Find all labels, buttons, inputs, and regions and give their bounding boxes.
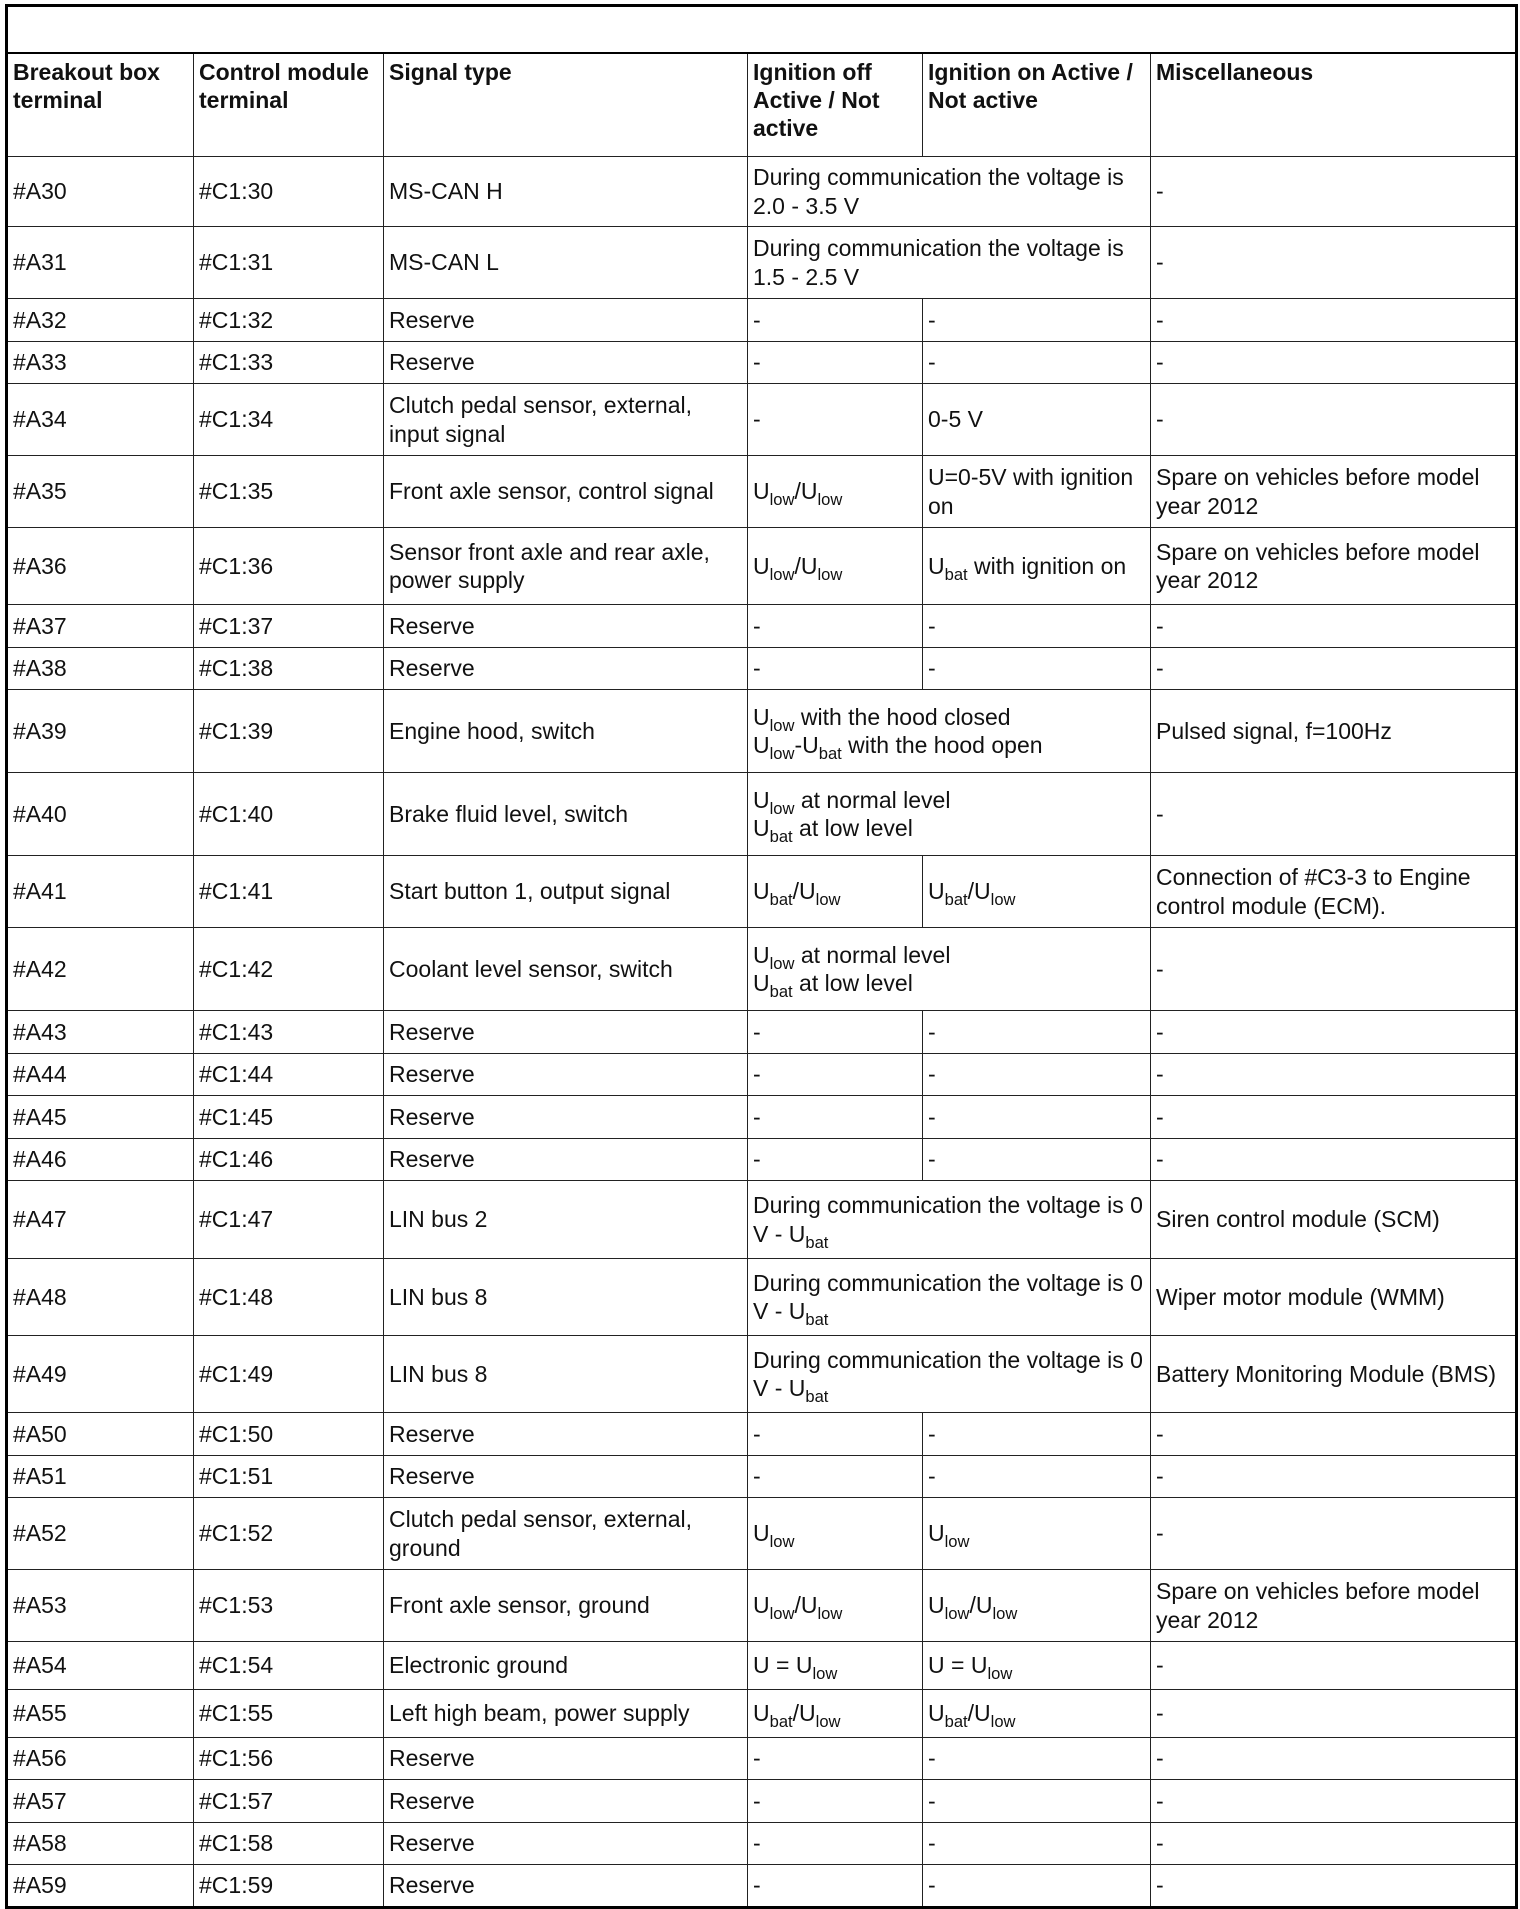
control-module-terminal-cell: #C1:37	[194, 605, 384, 648]
signal-type-cell: MS-CAN L	[384, 227, 748, 299]
miscellaneous-cell: Spare on vehicles before model year 2012	[1151, 1570, 1517, 1642]
control-module-terminal-cell: #C1:43	[194, 1011, 384, 1054]
ignition-on-cell: $U_{low}/U_{low}$	[923, 1570, 1151, 1642]
ignition-off-cell: -	[748, 384, 923, 456]
breakout-terminal-cell: #A58	[7, 1823, 194, 1865]
ignition-on-cell: $U_{low}$	[923, 1498, 1151, 1570]
ignition-off-cell: -	[748, 1096, 923, 1139]
miscellaneous-cell: Wiper motor module (WMM)	[1151, 1259, 1517, 1336]
ignition-off-cell: -	[748, 605, 923, 648]
signal-type-cell: Clutch pedal sensor, external, ground	[384, 1498, 748, 1570]
ignition-on-cell: -	[923, 299, 1151, 342]
ignition-off-cell: -	[748, 1413, 923, 1456]
signal-type-cell: Engine hood, switch	[384, 690, 748, 773]
ignition-off-cell: -	[748, 1139, 923, 1181]
miscellaneous-cell: Battery Monitoring Module (BMS)	[1151, 1336, 1517, 1413]
header-control-module-terminal: Control module terminal	[194, 53, 384, 157]
signal-type-cell: Left high beam, power supply	[384, 1690, 748, 1738]
breakout-terminal-cell: #A54	[7, 1642, 194, 1690]
table-row	[7, 1738, 1517, 1780]
control-module-terminal-cell: #C1:40	[194, 773, 384, 856]
ignition-off-cell: -	[748, 1823, 923, 1865]
table-row	[7, 456, 1517, 528]
header-signal-type: Signal type	[384, 53, 748, 157]
table-title-bar	[7, 6, 1517, 54]
control-module-terminal-cell: #C1:50	[194, 1413, 384, 1456]
ignition-off-cell: -	[748, 648, 923, 690]
ignition-off-cell: $U_{bat}/U_{low}$	[748, 856, 923, 928]
table-row	[7, 157, 1517, 227]
ignition-merged-cell: During communication the voltage is 0 V - $U_{bat}$	[748, 1259, 1151, 1336]
signal-type-cell: Reserve	[384, 1139, 748, 1181]
terminal-table-container	[5, 4, 1515, 1909]
table-row	[7, 1570, 1517, 1642]
breakout-terminal-cell: #A32	[7, 299, 194, 342]
header-ignition-on: Ignition on Active / Not active	[923, 53, 1151, 157]
ignition-merged-cell: $U_{low}$ at normal level $U_{bat}$ at low level	[748, 928, 1151, 1011]
breakout-terminal-cell: #A57	[7, 1780, 194, 1823]
miscellaneous-cell: -	[1151, 648, 1517, 690]
miscellaneous-cell: -	[1151, 1823, 1517, 1865]
miscellaneous-cell: -	[1151, 299, 1517, 342]
control-module-terminal-cell: #C1:46	[194, 1139, 384, 1181]
ignition-on-cell: $U = U_{low}$	[923, 1642, 1151, 1690]
miscellaneous-cell: -	[1151, 157, 1517, 227]
miscellaneous-cell: -	[1151, 1642, 1517, 1690]
ignition-on-cell: -	[923, 605, 1151, 648]
table-row	[7, 605, 1517, 648]
ignition-off-cell: -	[748, 342, 923, 384]
table-row	[7, 690, 1517, 773]
miscellaneous-cell: -	[1151, 384, 1517, 456]
signal-type-cell: Sensor front axle and rear axle, power supply	[384, 528, 748, 605]
signal-type-cell: LIN bus 2	[384, 1181, 748, 1259]
ignition-off-cell: -	[748, 1456, 923, 1498]
signal-type-cell: Reserve	[384, 1456, 748, 1498]
miscellaneous-cell: Pulsed signal, f=100Hz	[1151, 690, 1517, 773]
ignition-off-cell: $U_{low}/U_{low}$	[748, 456, 923, 528]
control-module-terminal-cell: #C1:44	[194, 1054, 384, 1096]
control-module-terminal-cell: #C1:55	[194, 1690, 384, 1738]
control-module-terminal-cell: #C1:30	[194, 157, 384, 227]
table-row	[7, 773, 1517, 856]
miscellaneous-cell: -	[1151, 227, 1517, 299]
ignition-off-cell: -	[748, 1054, 923, 1096]
ignition-on-cell: -	[923, 342, 1151, 384]
breakout-terminal-cell: #A31	[7, 227, 194, 299]
miscellaneous-cell: -	[1151, 1865, 1517, 1908]
ignition-on-cell: -	[923, 1139, 1151, 1181]
ignition-merged-cell: During communication the voltage is 0 V - $U_{bat}$	[748, 1181, 1151, 1259]
breakout-terminal-cell: #A59	[7, 1865, 194, 1908]
ignition-merged-cell: During communication the voltage is 1.5 - 2.5 V	[748, 227, 1151, 299]
ignition-on-cell: -	[923, 1865, 1151, 1908]
signal-type-cell: LIN bus 8	[384, 1259, 748, 1336]
breakout-terminal-cell: #A50	[7, 1413, 194, 1456]
control-module-terminal-cell: #C1:35	[194, 456, 384, 528]
breakout-terminal-cell: #A39	[7, 690, 194, 773]
miscellaneous-cell: -	[1151, 773, 1517, 856]
signal-type-cell: Reserve	[384, 1011, 748, 1054]
breakout-terminal-cell: #A44	[7, 1054, 194, 1096]
ignition-on-cell: U=0-5V with ignition on	[923, 456, 1151, 528]
control-module-terminal-cell: #C1:58	[194, 1823, 384, 1865]
breakout-terminal-cell: #A30	[7, 157, 194, 227]
table-row	[7, 1259, 1517, 1336]
breakout-terminal-cell: #A36	[7, 528, 194, 605]
signal-type-cell: Reserve	[384, 342, 748, 384]
signal-type-cell: Reserve	[384, 1823, 748, 1865]
table-row	[7, 856, 1517, 928]
ignition-on-cell: -	[923, 1054, 1151, 1096]
control-module-terminal-cell: #C1:48	[194, 1259, 384, 1336]
breakout-terminal-cell: #A46	[7, 1139, 194, 1181]
miscellaneous-cell: Connection of #C3-3 to Engine control module (ECM).	[1151, 856, 1517, 928]
miscellaneous-cell: -	[1151, 928, 1517, 1011]
control-module-terminal-cell: #C1:38	[194, 648, 384, 690]
ignition-on-cell: -	[923, 1738, 1151, 1780]
ignition-off-cell: -	[748, 1865, 923, 1908]
control-module-terminal-cell: #C1:57	[194, 1780, 384, 1823]
control-module-terminal-cell: #C1:36	[194, 528, 384, 605]
table-row	[7, 528, 1517, 605]
breakout-terminal-cell: #A40	[7, 773, 194, 856]
table-body	[7, 157, 1517, 1908]
signal-type-cell: Reserve	[384, 605, 748, 648]
signal-type-cell: MS-CAN H	[384, 157, 748, 227]
signal-type-cell: Coolant level sensor, switch	[384, 928, 748, 1011]
breakout-terminal-cell: #A45	[7, 1096, 194, 1139]
miscellaneous-cell: Siren control module (SCM)	[1151, 1181, 1517, 1259]
control-module-terminal-cell: #C1:34	[194, 384, 384, 456]
breakout-terminal-cell: #A43	[7, 1011, 194, 1054]
ignition-on-cell: $U_{bat}/U_{low}$	[923, 1690, 1151, 1738]
control-module-terminal-cell: #C1:41	[194, 856, 384, 928]
header-miscellaneous: Miscellaneous	[1151, 53, 1517, 157]
signal-type-cell: LIN bus 8	[384, 1336, 748, 1413]
breakout-terminal-cell: #A35	[7, 456, 194, 528]
title-bar-cell	[7, 6, 1517, 54]
miscellaneous-cell: -	[1151, 1690, 1517, 1738]
header-ignition-off: Ignition off Active / Not active	[748, 53, 923, 157]
table-row	[7, 1011, 1517, 1054]
breakout-terminal-cell: #A37	[7, 605, 194, 648]
control-module-terminal-cell: #C1:32	[194, 299, 384, 342]
control-module-terminal-cell: #C1:42	[194, 928, 384, 1011]
ignition-on-cell: 0-5 V	[923, 384, 1151, 456]
signal-type-cell: Front axle sensor, ground	[384, 1570, 748, 1642]
ignition-merged-cell: $U_{low}$ at normal level $U_{bat}$ at low level	[748, 773, 1151, 856]
miscellaneous-cell: -	[1151, 1413, 1517, 1456]
signal-type-cell: Reserve	[384, 1413, 748, 1456]
miscellaneous-cell: -	[1151, 1011, 1517, 1054]
header-breakout-terminal: Breakout box terminal	[7, 53, 194, 157]
control-module-terminal-cell: #C1:45	[194, 1096, 384, 1139]
ignition-off-cell: -	[748, 1011, 923, 1054]
breakout-terminal-cell: #A55	[7, 1690, 194, 1738]
signal-type-cell: Brake fluid level, switch	[384, 773, 748, 856]
miscellaneous-cell: Spare on vehicles before model year 2012	[1151, 528, 1517, 605]
control-module-terminal-cell: #C1:33	[194, 342, 384, 384]
ignition-off-cell: -	[748, 1780, 923, 1823]
table-row	[7, 384, 1517, 456]
table-row	[7, 1498, 1517, 1570]
table-row	[7, 1690, 1517, 1738]
control-module-terminal-cell: #C1:39	[194, 690, 384, 773]
breakout-terminal-cell: #A38	[7, 648, 194, 690]
ignition-on-cell: -	[923, 1413, 1151, 1456]
signal-type-cell: Reserve	[384, 299, 748, 342]
breakout-terminal-cell: #A52	[7, 1498, 194, 1570]
table-row	[7, 1413, 1517, 1456]
control-module-terminal-cell: #C1:31	[194, 227, 384, 299]
table-row	[7, 928, 1517, 1011]
breakout-terminal-cell: #A48	[7, 1259, 194, 1336]
header-row	[7, 53, 1517, 157]
breakout-terminal-cell: #A56	[7, 1738, 194, 1780]
ignition-on-cell: -	[923, 648, 1151, 690]
ignition-off-cell: $U = U_{low}$	[748, 1642, 923, 1690]
signal-type-cell: Reserve	[384, 1738, 748, 1780]
signal-type-cell: Reserve	[384, 1096, 748, 1139]
ignition-off-cell: $U_{low}/U_{low}$	[748, 528, 923, 605]
breakout-terminal-cell: #A34	[7, 384, 194, 456]
table-row	[7, 1054, 1517, 1096]
miscellaneous-cell: -	[1151, 1096, 1517, 1139]
control-module-terminal-cell: #C1:56	[194, 1738, 384, 1780]
ignition-off-cell: -	[748, 1738, 923, 1780]
signal-type-cell: Start button 1, output signal	[384, 856, 748, 928]
control-module-terminal-cell: #C1:52	[194, 1498, 384, 1570]
table-row	[7, 1865, 1517, 1908]
ignition-on-cell: -	[923, 1096, 1151, 1139]
miscellaneous-cell: -	[1151, 1498, 1517, 1570]
ignition-off-cell: $U_{low}$	[748, 1498, 923, 1570]
control-module-terminal-cell: #C1:54	[194, 1642, 384, 1690]
ignition-off-cell: -	[748, 299, 923, 342]
ignition-merged-cell: During communication the voltage is 0 V - $U_{bat}$	[748, 1336, 1151, 1413]
ignition-on-cell: $U_{bat}$ with ignition on	[923, 528, 1151, 605]
miscellaneous-cell: -	[1151, 605, 1517, 648]
table-row	[7, 299, 1517, 342]
signal-type-cell: Reserve	[384, 1865, 748, 1908]
signal-type-cell: Reserve	[384, 1780, 748, 1823]
table-row	[7, 648, 1517, 690]
ignition-on-cell: -	[923, 1780, 1151, 1823]
breakout-terminal-cell: #A51	[7, 1456, 194, 1498]
breakout-terminal-cell: #A53	[7, 1570, 194, 1642]
table-row	[7, 1181, 1517, 1259]
breakout-terminal-cell: #A49	[7, 1336, 194, 1413]
ignition-off-cell: $U_{low}/U_{low}$	[748, 1570, 923, 1642]
control-module-terminal-cell: #C1:51	[194, 1456, 384, 1498]
ignition-on-cell: $U_{bat}/U_{low}$	[923, 856, 1151, 928]
miscellaneous-cell: -	[1151, 1054, 1517, 1096]
control-module-terminal-cell: #C1:53	[194, 1570, 384, 1642]
table-row	[7, 1780, 1517, 1823]
ignition-off-cell: $U_{bat}/U_{low}$	[748, 1690, 923, 1738]
miscellaneous-cell: -	[1151, 1456, 1517, 1498]
signal-type-cell: Clutch pedal sensor, external, input signal	[384, 384, 748, 456]
ignition-merged-cell: During communication the voltage is 2.0 - 3.5 V	[748, 157, 1151, 227]
signal-type-cell: Electronic ground	[384, 1642, 748, 1690]
control-module-terminal-cell: #C1:47	[194, 1181, 384, 1259]
ignition-on-cell: -	[923, 1456, 1151, 1498]
signal-type-cell: Reserve	[384, 1054, 748, 1096]
miscellaneous-cell: Spare on vehicles before model year 2012	[1151, 456, 1517, 528]
table-row	[7, 227, 1517, 299]
signal-type-cell: Front axle sensor, control signal	[384, 456, 748, 528]
breakout-terminal-cell: #A33	[7, 342, 194, 384]
table-row	[7, 1096, 1517, 1139]
miscellaneous-cell: -	[1151, 1780, 1517, 1823]
table-row	[7, 1823, 1517, 1865]
table-row	[7, 1336, 1517, 1413]
table-row	[7, 1642, 1517, 1690]
ignition-on-cell: -	[923, 1011, 1151, 1054]
breakout-terminal-cell: #A42	[7, 928, 194, 1011]
terminal-table	[5, 4, 1518, 1909]
ignition-merged-cell: $U_{low}$ with the hood closed $U_{low}-U_{bat}$ with the hood open	[748, 690, 1151, 773]
table-row	[7, 1139, 1517, 1181]
table-row	[7, 342, 1517, 384]
signal-type-cell: Reserve	[384, 648, 748, 690]
breakout-terminal-cell: #A47	[7, 1181, 194, 1259]
miscellaneous-cell: -	[1151, 342, 1517, 384]
miscellaneous-cell: -	[1151, 1738, 1517, 1780]
table-row	[7, 1456, 1517, 1498]
breakout-terminal-cell: #A41	[7, 856, 194, 928]
miscellaneous-cell: -	[1151, 1139, 1517, 1181]
control-module-terminal-cell: #C1:59	[194, 1865, 384, 1908]
control-module-terminal-cell: #C1:49	[194, 1336, 384, 1413]
ignition-on-cell: -	[923, 1823, 1151, 1865]
